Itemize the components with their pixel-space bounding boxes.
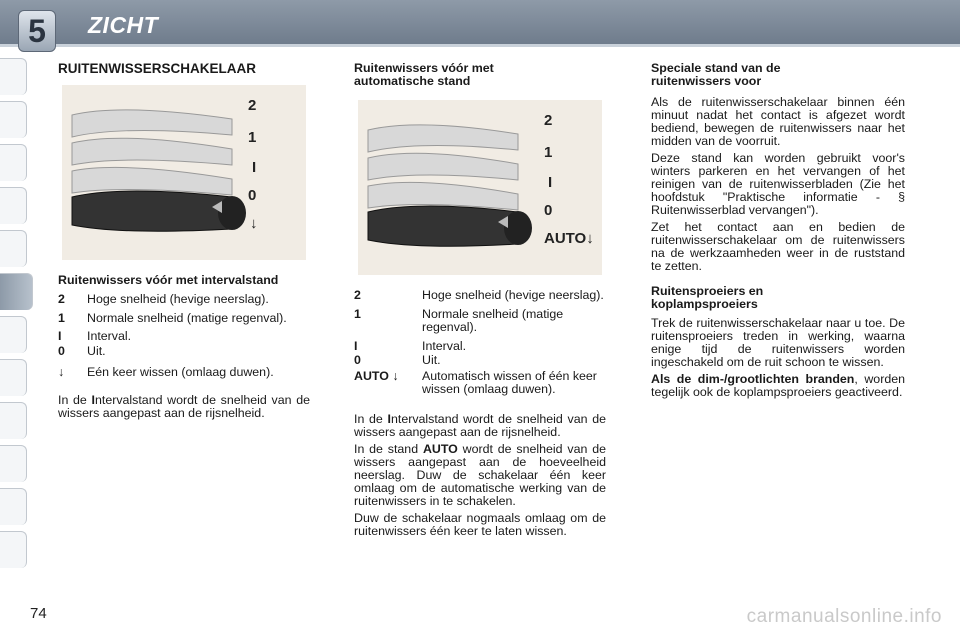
figure-label: I xyxy=(252,159,257,176)
wiper-stalk-auto-illustration xyxy=(358,100,602,275)
figure-label: I xyxy=(548,174,553,191)
chapter-tab[interactable] xyxy=(0,488,27,525)
figure-label: 2 xyxy=(248,97,257,114)
paragraph: Zet het contact aan en bedien de ruitenwisserschakelaar om de ruitenwissers na de werkzaamheden weer in de ruststand te zetten. xyxy=(651,220,905,273)
column-2 xyxy=(354,62,606,542)
chapter-tab[interactable] xyxy=(0,101,27,138)
definition-row: I Interval. xyxy=(354,338,467,353)
chapter-tab[interactable] xyxy=(0,402,27,439)
section-title: Ruitenwissers vóór met automatische stand xyxy=(354,61,494,88)
paragraph: In de Intervalstand wordt de snelheid van de wissers aangepast aan de rijsnelheid. xyxy=(354,411,606,439)
definition-row: AUTO ↓ Automatisch wissen of één keer wissen (omlaag duwen). xyxy=(354,368,597,396)
definition-row: I Interval. xyxy=(58,329,132,343)
definition-row: ↓ Eén keer wissen (omlaag duwen). xyxy=(58,365,274,379)
section-title: Ruitensproeiers en koplampsproeiers xyxy=(651,284,764,311)
column-1 xyxy=(58,62,310,424)
definition-row: 1 Normale snelheid (matige regenval). xyxy=(354,306,564,334)
list-heading: Ruitenwissers vóór met intervalstand xyxy=(58,273,279,287)
section-title: Speciale stand van de ruitenwissers voor xyxy=(651,61,781,88)
chapter-tab[interactable] xyxy=(0,531,27,568)
chapter-tab[interactable] xyxy=(0,187,27,224)
section-title: RUITENWISSERSCHAKELAAR xyxy=(58,61,257,76)
paragraph: Duw de schakelaar nogmaals omlaag om de ruitenwissers één keer te laten wissen. xyxy=(354,510,606,538)
definition-row: 2 Hoge snelheid (hevige neerslag). xyxy=(354,288,604,302)
figure-label: 0 xyxy=(248,187,257,204)
definition-row: 0 Uit. xyxy=(58,343,106,358)
paragraph: In de stand AUTO wordt de snelheid van de wissers aangepast aan de hoeveelheid neerslag. Duw de schakelaar één keer omlaag om de automatische werking van de ruitenwissers in te schakelen. xyxy=(354,441,606,508)
paragraph: Als de dim-/grootlichten branden, worden tegelijk ook de koplampsproeiers geactiveerd. xyxy=(651,372,905,399)
watermark: carmanualsonline.info xyxy=(746,606,942,627)
page-number: 74 xyxy=(30,605,47,622)
definition-row: 2 Hoge snelheid (hevige neerslag). xyxy=(58,292,269,306)
chapter-tab[interactable] xyxy=(0,359,27,396)
chapter-tab[interactable] xyxy=(0,316,27,353)
column-3 xyxy=(651,62,905,403)
chapter-tab[interactable] xyxy=(0,230,27,267)
wiper-stalk-illustration xyxy=(62,85,306,260)
chapter-title: ZICHT xyxy=(88,12,159,38)
wiper-stalk-icon xyxy=(62,85,306,260)
chapter-tab[interactable] xyxy=(0,58,27,95)
chapter-tab-active[interactable] xyxy=(0,273,33,310)
chapter-number-badge: 5 xyxy=(18,10,56,52)
definition-row: 1 Normale snelheid (matige regenval). xyxy=(58,310,287,325)
figure-label: 0 xyxy=(544,202,553,219)
figure-label: AUTO↓ xyxy=(544,230,594,247)
paragraph: In de Intervalstand wordt de snelheid van de wissers aangepast aan de rijsnelheid. xyxy=(58,392,310,420)
wiper-stalk-auto-icon xyxy=(358,100,602,275)
figure-label: ↓ xyxy=(250,215,258,232)
paragraph: Deze stand kan worden gebruikt voor's winters parkeren en het vervangen of het reinigen van de ruitenwisserbladen (Zie het hoofdstuk "Praktische informatie - § Ruitenwisserblad vervangen"). xyxy=(651,151,905,217)
paragraph: Als de ruitenwisserschakelaar binnen één minuut nadat het contact is afgezet wordt bediend, bewegen de ruitenwissers naar het midden van de voorruit. xyxy=(651,95,905,148)
figure-label: 2 xyxy=(544,112,553,129)
chapter-tab[interactable] xyxy=(0,144,27,181)
definition-row: 0 Uit. xyxy=(354,353,441,367)
figure-label: 1 xyxy=(544,144,553,161)
figure-label: 1 xyxy=(248,129,257,146)
chapter-tab[interactable] xyxy=(0,445,27,482)
header-divider xyxy=(0,44,960,47)
chapter-tabs xyxy=(0,58,32,578)
paragraph: Trek de ruitenwisserschakelaar naar u toe. De ruitensproeiers treden in werking, waarna enige tijd de ruitenwissers worden ingeschakeld om de ruit schoon te wissen. xyxy=(651,316,905,369)
